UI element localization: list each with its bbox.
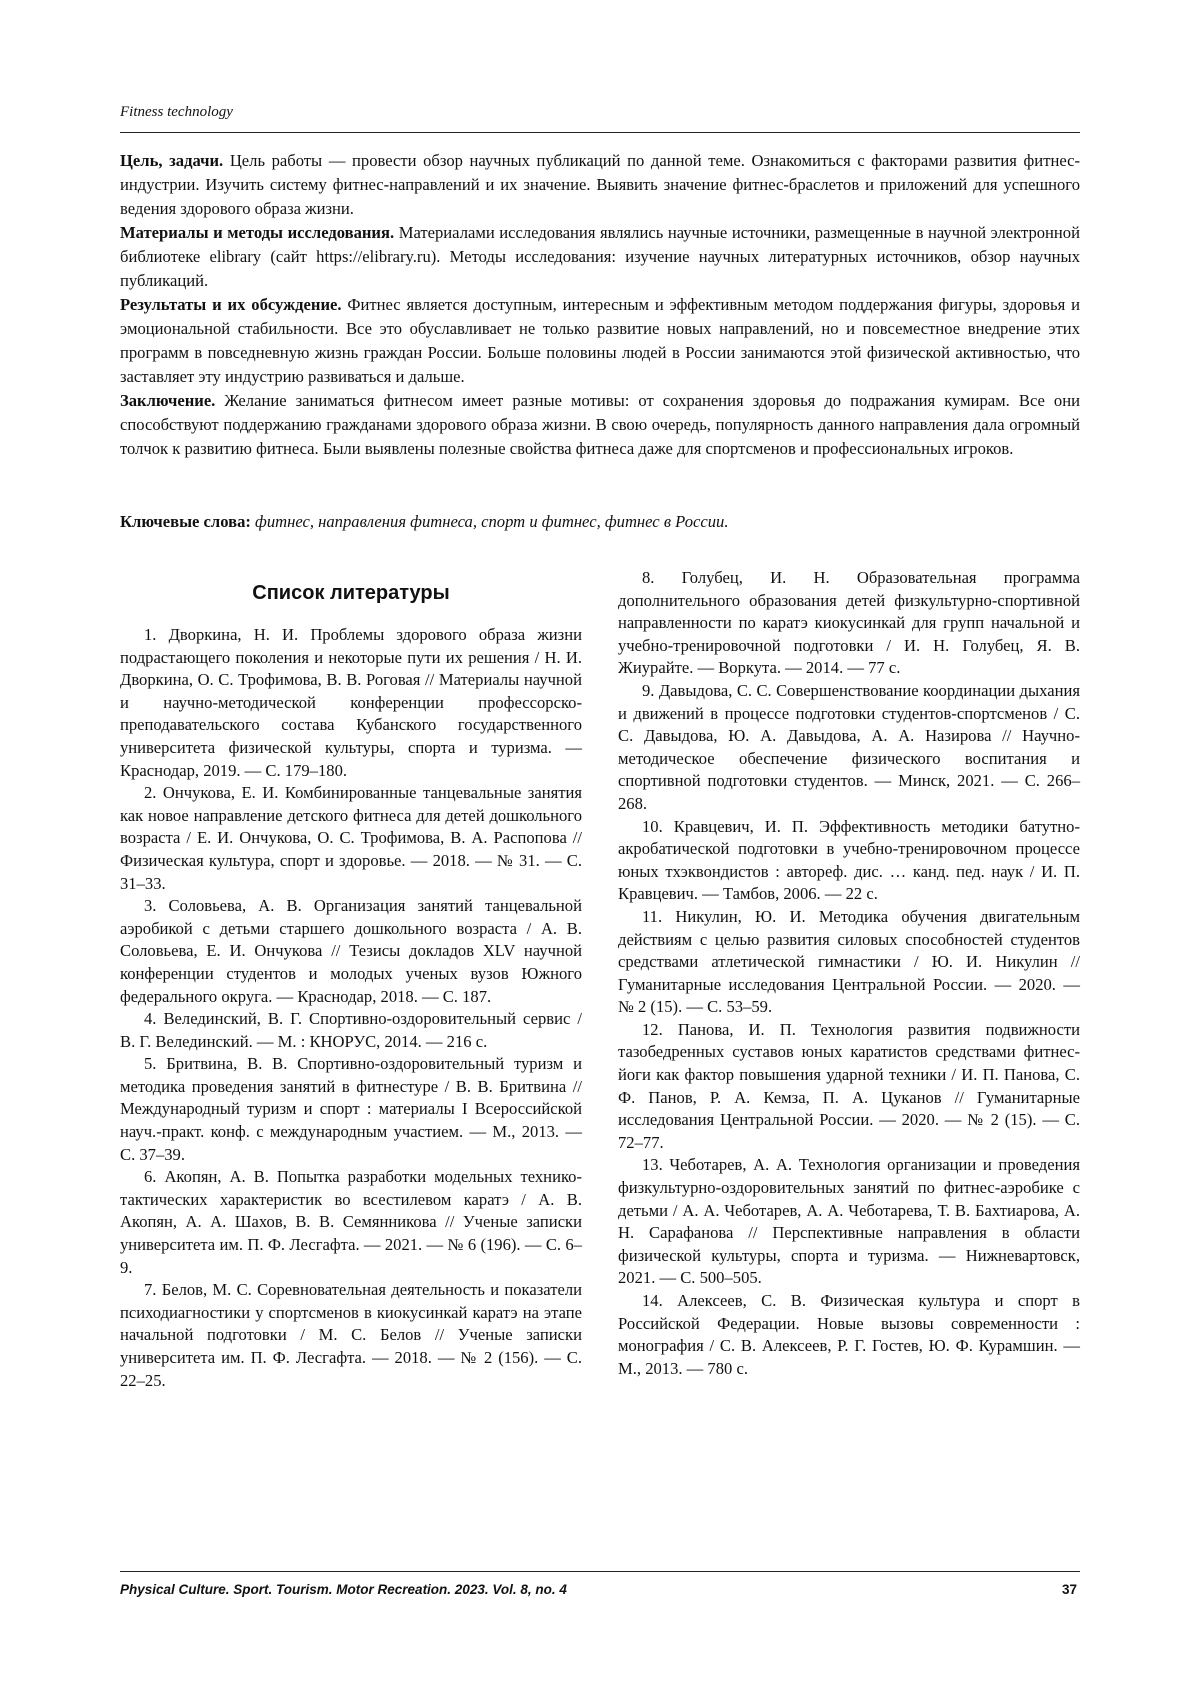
reference-item: 3. Соловьева, А. В. Организация занятий танцевальной аэробикой с детьми старшего дошкольного возраста / А. В. Соловьева, Е. И. Ончукова // Тезисы докладов XLV научной конференции студентов и молодых ученых вузов Южного федерального округа. — Краснодар, 2018. — С. 187. bbox=[120, 896, 582, 1006]
references-title: Список литературы bbox=[252, 582, 450, 604]
conclusion-label: Заключение. bbox=[120, 391, 216, 410]
reference-item: 5. Бритвина, В. В. Спортивно-оздоровительный туризм и методика проведения занятий в фитнестуре / В. В. Бритвина // Международный туризм и спорт : материалы I Всероссийской науч.-практ. конф. с международным участием. — М., 2013. — С. 37–39. bbox=[120, 1054, 582, 1164]
reference-item: 2. Ончукова, Е. И. Комбинированные танцевальные занятия как новое направление детского фитнеса для детей дошкольного возраста / Е. И. Ончукова, О. С. Трофимова, В. А. Распопова // Физическая культура, спорт и здоровье. — 2018. — № 31. — С. 31–33. bbox=[120, 783, 582, 893]
footer-rule bbox=[120, 1571, 1080, 1572]
reference-item: 4. Велединский, В. Г. Спортивно-оздоровительный сервис / В. Г. Велединский. — М. : КНОРУС, 2014. — 216 с. bbox=[120, 1009, 582, 1051]
keywords-text: фитнес, направления фитнеса, спорт и фитнес, фитнес в России. bbox=[255, 512, 729, 531]
abstract-methods bbox=[120, 221, 1080, 293]
results-label: Результаты и их обсуждение. bbox=[120, 295, 342, 314]
footer-journal-citation: Physical Culture. Sport. Tourism. Motor Recreation. 2023. Vol. 8, no. 4 bbox=[120, 1582, 567, 1597]
references-left-column bbox=[120, 567, 582, 1392]
conclusion-text: Желание заниматься фитнесом имеет разные мотивы: от сохранения здоровья до подражания кумирам. Все они способствуют поддержанию гражданами здорового образа жизни. В свою очередь, популярность данного направления дала огромный толчок к развитию фитнеса. Были выявлены полезные свойства фитнеса даже для спортсменов и профессиональных игроков. bbox=[120, 391, 1080, 458]
reference-item: 10. Кравцевич, И. П. Эффективность методики батутно-акробатической подготовки в учебно-тренировочном процессе юных тхэквондистов : автореф. дис. … канд. пед. наук / И. П. Кравцевич. — Тамбов, 2006. — 22 с. bbox=[618, 816, 1080, 904]
abstract-goal bbox=[120, 149, 1080, 221]
reference-item: 12. Панова, И. П. Технология развития подвижности тазобедренных суставов юных каратистов средствами фитнес-йоги как фактор повышения ударной техники / И. П. Панова, С. Ф. Панов, Р. А. Кемза, П. А. Цуканов // Гуманитарные исследования Центральной России. — 2020. — № 2 (15). — С. 72–77. bbox=[618, 1019, 1080, 1152]
reference-item: 8. Голубец, И. Н. Образовательная программа дополнительного образования детей физкультурно-спортивной направленности по каратэ киокусинкай для групп начальной и учебно-тренировочной подготовки / И. Н. Голубец, Я. В. Жиурайте. — Воркута. — 2014. — 77 с. bbox=[618, 568, 1080, 678]
goal-label: Цель, задачи. bbox=[120, 151, 224, 170]
reference-item: 6. Акопян, А. В. Попытка разработки модельных технико-тактических характеристик во всестилевом каратэ / А. В. Акопян, А. А. Шахов, В. В. Семянникова // Ученые записки университета им. П. Ф. Лесгафта. — 2021. — № 6 (196). — С. 6–9. bbox=[120, 1167, 582, 1277]
abstract-conclusion bbox=[120, 389, 1080, 461]
reference-item: 11. Никулин, Ю. И. Методика обучения двигательным действиям с целью развития силовых способностей студентов средствами атлетической гимнастики / Ю. И. Никулин // Гуманитарные исследования Центральной России. — 2020. — № 2 (15). — С. 53–59. bbox=[618, 906, 1080, 1017]
references-right-column bbox=[618, 567, 1080, 1380]
goal-text: Цель работы — провести обзор научных публикаций по данной теме. Ознакомиться с факторами развития фитнес-индустрии. Изучить систему фитнес-направлений и их значение. Выявить значение фитнес-браслетов и приложений для успешного ведения здорового образа жизни. bbox=[120, 151, 1080, 218]
keywords bbox=[120, 510, 1080, 534]
results-text: Фитнес является доступным, интересным и эффективным методом поддержания фигуры, здоровья и эмоциональной стабильности. Все это обуславливает не только развитие новых направлений, но и повсеместное внедрение этих программ в повседневную жизнь граждан России. Больше половины людей в России занимаются этой физической активностью, что заставляет эту индустрию развиваться и дальше. bbox=[120, 295, 1081, 386]
reference-item: 9. Давыдова, С. С. Совершенствование координации дыхания и движений в процессе подготовки студентов-спортсменов / С. С. Давыдова, Ю. А. Давыдова, А. А. Назирова // Научно-методическое обеспечение физического воспитания и спортивной подготовки студентов. — Минск, 2021. — С. 266–268. bbox=[618, 680, 1080, 813]
abstract-results bbox=[120, 293, 1080, 389]
abstract bbox=[120, 149, 1080, 461]
reference-item: 7. Белов, М. С. Соревновательная деятельность и показатели психодиагностики у спортсменов в киокусинкай каратэ на этапе начальной подготовки / М. С. Белов // Ученые записки университета им. П. Ф. Лесгафта. — 2018. — № 2 (156). — С. 22–25. bbox=[120, 1280, 582, 1390]
methods-label: Материалы и методы исследования. bbox=[120, 223, 395, 242]
header-rule bbox=[120, 132, 1080, 133]
methods-text: Материалами исследования являлись научные источники, размещенные в научной электронной библиотеке elibrary (сайт https://elibrary.ru). Методы исследования: изучение научных литературных источников, обзор научных публикаций. bbox=[120, 223, 1080, 290]
page-number: 37 bbox=[1062, 1582, 1078, 1597]
reference-item: 14. Алексеев, С. В. Физическая культура и спорт в Российской Федерации. Новые вызовы современности : монография / С. В. Алексеев, Р. Г. Гостев, Ю. Ф. Курамшин. — М., 2013. — 780 с. bbox=[618, 1291, 1080, 1378]
reference-item: 1. Дворкина, Н. И. Проблемы здорового образа жизни подрастающего поколения и некоторые пути их решения / Н. И. Дворкина, О. С. Трофимова, В. В. Роговая // Материалы научной и научно-методической конференции профессорско-преподавательского состава Кубанского государственного университета физической культуры, спорта и туризма. — Краснодар, 2019. — С. 179–180. bbox=[120, 625, 582, 780]
keywords-label: Ключевые слова: bbox=[120, 512, 251, 531]
running-head: Fitness technology bbox=[120, 104, 233, 120]
reference-item: 13. Чеботарев, А. А. Технология организации и проведения физкультурно-оздоровительных занятий по фитнес-аэробике с детьми / А. А. Чеботарев, А. А. Чеботарева, Т. В. Бахтиарова, А. Н. Сарафанова // Перспективные направления в области физической культуры, спорта и туризма. — Нижневартовск, 2021. — С. 500–505. bbox=[618, 1155, 1080, 1288]
